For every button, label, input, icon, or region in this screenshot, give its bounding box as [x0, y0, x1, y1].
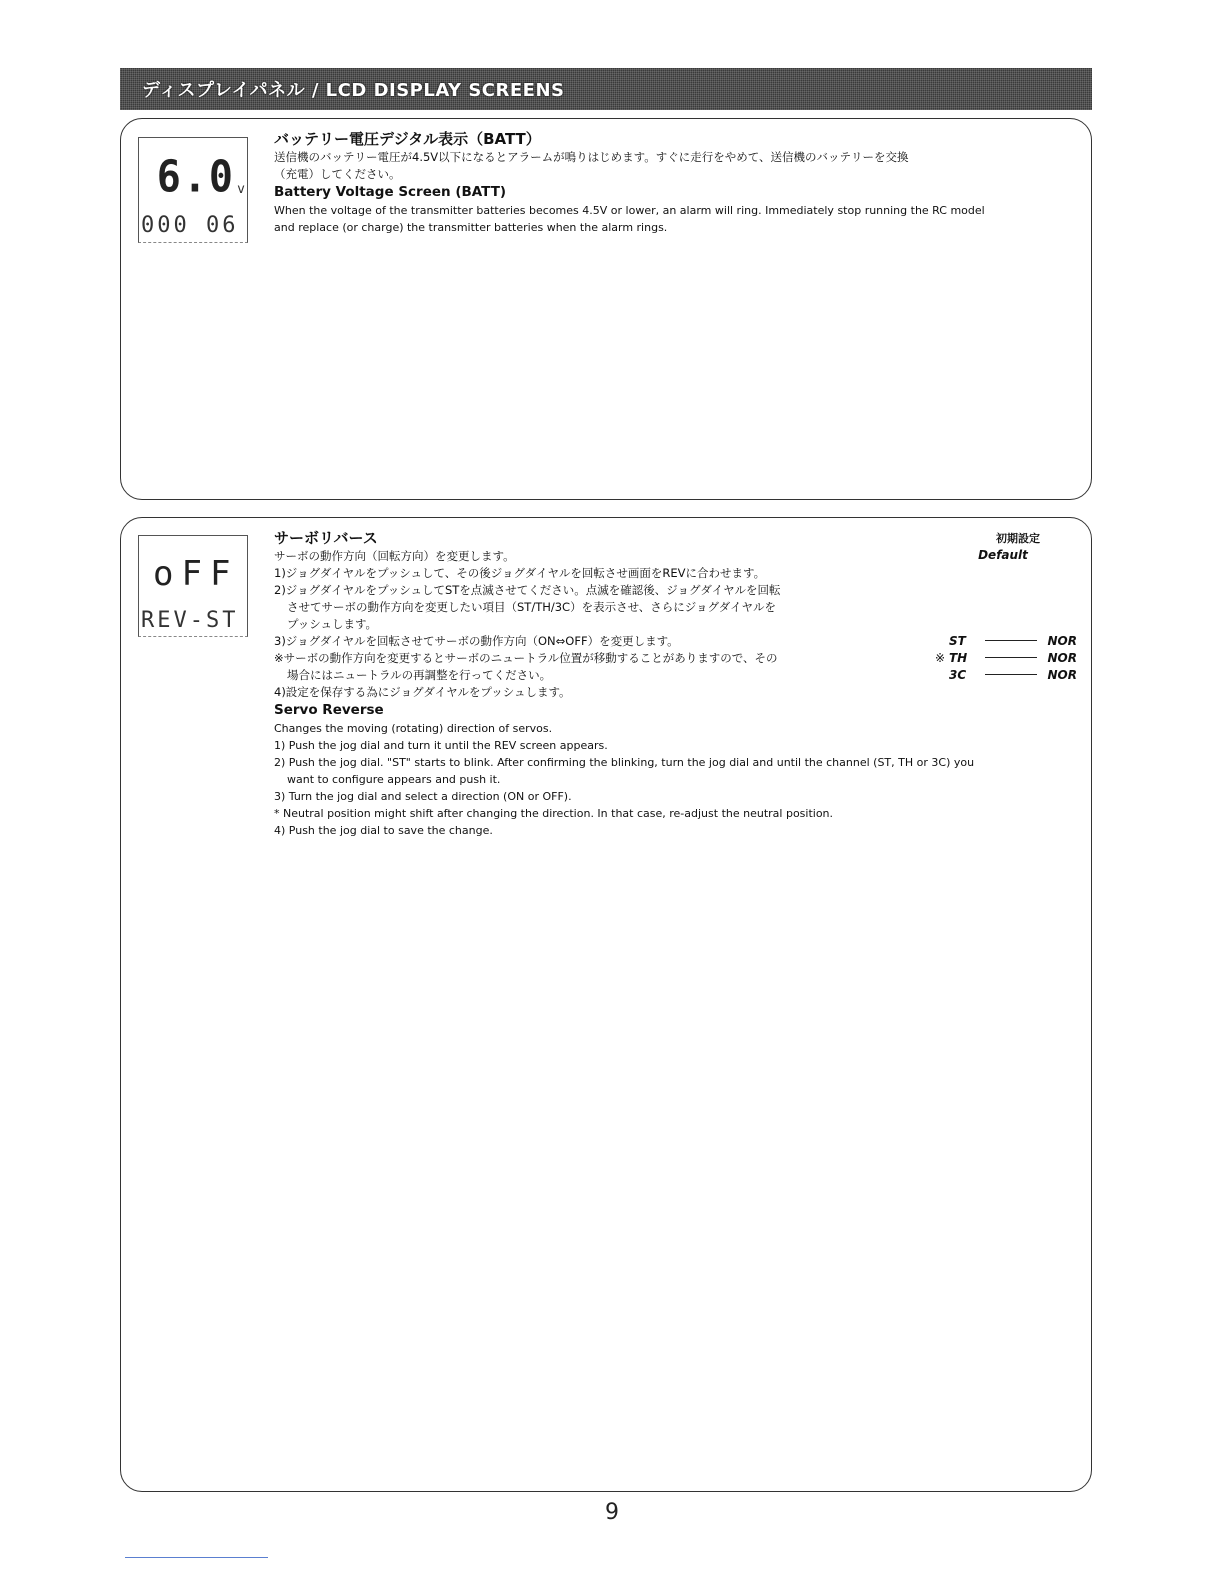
default-row-value: NOR	[1047, 667, 1077, 682]
page-number: 9	[605, 1500, 619, 1525]
batt-lcd-display	[138, 137, 248, 243]
default-row-leader-line	[985, 657, 1037, 658]
default-row	[927, 649, 1077, 666]
default-en-label: Default	[978, 548, 1028, 562]
rev-jp-line: 2)ジョグダイヤルをプッシュしてSTを点滅させてください。点滅を確認後、ジョグダイヤルを回転	[274, 583, 781, 597]
rev-jp-title: サーボリバース	[274, 529, 378, 547]
batt-jp-line: （充電）してください。	[274, 167, 401, 181]
default-jp-label: 初期設定	[996, 532, 1040, 545]
default-row-leader-line	[985, 674, 1037, 675]
default-settings-header	[923, 530, 1073, 564]
section-header-bar	[120, 68, 1092, 110]
rev-jp-line: 1)ジョグダイヤルをプッシュして、その後ジョグダイヤルを回転させ画面をREVに合わせます。	[274, 566, 766, 580]
rev-jp-line: 3)ジョグダイヤルを回転させてサーボの動作方向（ON⇔OFF）を変更します。	[274, 634, 679, 648]
rev-jp-line: させてサーボの動作方向を変更したい項目（ST/TH/3C）を表示させ、さらにジョグダイヤルを	[287, 600, 776, 614]
batt-en-line: and replace (or charge) the transmitter batteries when the alarm rings.	[274, 221, 668, 234]
rev-lcd-sub-value: REV-ST	[141, 608, 239, 633]
default-row-channel: TH	[949, 650, 968, 665]
default-row	[927, 632, 1077, 649]
default-row	[927, 666, 1077, 683]
rev-jp-line: 4)設定を保存する為にジョグダイヤルをプッシュします。	[274, 685, 571, 699]
default-settings-table	[927, 632, 1077, 683]
rev-en-line: 1) Push the jog dial and turn it until the REV screen appears.	[274, 739, 608, 752]
default-row-channel: ST	[949, 633, 966, 648]
rev-jp-line: 場合にはニュートラルの再調整を行ってください。	[287, 668, 552, 682]
default-row-leader-line	[985, 640, 1037, 641]
section-header-title: ディスプレイパネル / LCD DISPLAY SCREENS	[142, 80, 565, 101]
rev-content	[274, 528, 1074, 839]
default-row-value: NOR	[1047, 633, 1077, 648]
default-row-mark: ※	[934, 650, 945, 665]
default-row-channel: 3C	[949, 667, 967, 682]
batt-content	[274, 129, 1074, 236]
rev-panel	[120, 517, 1092, 1492]
footer-divider	[125, 1557, 268, 1558]
batt-lcd-main-value: 6.0	[156, 151, 235, 203]
batt-lcd-sub-value: 000 06	[141, 213, 239, 238]
rev-en-title: Servo Reverse	[274, 702, 384, 718]
rev-en-line: 4) Push the jog dial to save the change.	[274, 824, 493, 837]
rev-jp-line: プッシュします。	[287, 617, 378, 631]
rev-en-line: Changes the moving (rotating) direction of servos.	[274, 722, 553, 735]
rev-jp-line: サーボの動作方向（回転方向）を変更します。	[274, 549, 515, 563]
rev-jp-line: ※サーボの動作方向を変更するとサーボのニュートラル位置が移動することがありますので、その	[274, 651, 778, 665]
rev-en-line: * Neutral position might shift after changing the direction. In that case, re-adjust the neutral position.	[274, 807, 834, 820]
batt-lcd-unit: v	[237, 182, 245, 197]
batt-en-line: When the voltage of the transmitter batteries becomes 4.5V or lower, an alarm will ring. Immediately stop running the RC model	[274, 204, 985, 217]
batt-jp-line: 送信機のバッテリー電圧が4.5V以下になるとアラームが鳴りはじめます。すぐに走行をやめて、送信機のバッテリーを交換	[274, 150, 909, 164]
rev-en-line: 3) Turn the jog dial and select a direction (ON or OFF).	[274, 790, 572, 803]
rev-lcd-display	[138, 535, 248, 637]
batt-panel	[120, 118, 1092, 500]
rev-en-line: want to configure appears and push it.	[287, 773, 501, 786]
rev-en-line: 2) Push the jog dial. "ST" starts to blink. After confirming the blinking, turn the jog dial and until the channel (ST, TH or 3C) you	[274, 756, 975, 769]
batt-jp-title: バッテリー電圧デジタル表示（BATT）	[274, 130, 541, 148]
default-row-value: NOR	[1047, 650, 1077, 665]
rev-lcd-main-value: oFF	[153, 554, 239, 594]
batt-en-title: Battery Voltage Screen (BATT)	[274, 184, 507, 200]
